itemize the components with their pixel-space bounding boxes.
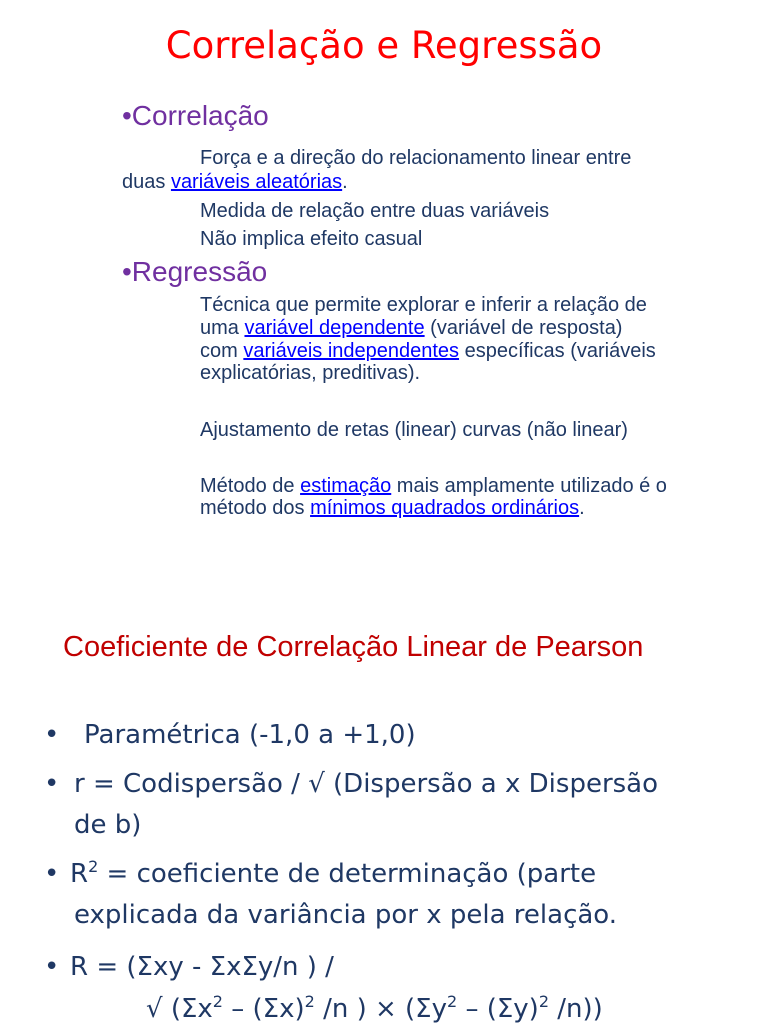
link-variaveis-aleatorias[interactable]: variáveis aleatórias [170,171,343,193]
regressao-p1-line-1: Técnica que permite explorar e inferir a relação de [200,294,647,316]
pearson-title: Coeficiente de Correlação Linear de Pearson [63,631,644,663]
text: com [200,340,244,362]
text: Método de [200,475,301,497]
bullet-r-line-1: r = Codispersão / √ (Dispersão a x Dispersão [74,769,659,799]
regressao-p3-line-2 [200,497,585,519]
text: . [579,497,585,519]
correlacao-line-3: Medida de relação entre duas variáveis [200,200,550,222]
bullet-parametrica: Paramétrica (-1,0 a +1,0) [84,720,416,750]
bullet-r-line-2: de b) [74,810,142,840]
text: específicas (variáveis [459,340,656,362]
text: duas [122,171,171,193]
text: – (Σx) [222,994,305,1024]
bullet-r2-line-2: explicada da variância por x pela relação. [74,900,618,930]
superscript: 2 [538,992,550,1011]
heading-regressao: •Regressão [122,256,268,287]
bullet-r2-line-1 [70,859,596,889]
text: – (Σy) [457,994,539,1024]
link-minimos-quadrados[interactable]: mínimos quadrados ordinários [310,497,580,519]
link-estimacao[interactable]: estimação [300,475,392,497]
text: √ (Σx [146,994,213,1024]
superscript: 2 [304,992,315,1011]
regressao-p2: Ajustamento de retas (linear) curvas (não linear) [200,419,628,441]
text: /n)) [549,994,603,1024]
regressao-p1-line-4: explicatórias, preditivas). [200,362,421,384]
bullet-marker: • [44,769,60,799]
superscript: 2 [212,992,223,1011]
bullet-marker: • [44,859,60,889]
link-variaveis-independentes[interactable]: variáveis independentes [243,340,460,362]
bullet-formula-line-1: R = (Σxy - ΣxΣy/n ) / [70,952,334,982]
link-variavel-dependente[interactable]: variável dependente [244,317,425,339]
text: = coeficiente de determinação (parte [98,859,597,889]
regressao-p3-line-1 [200,475,667,497]
superscript: 2 [447,992,458,1011]
correlacao-line-1: Força e a direção do relacionamento linear entre [200,147,632,169]
superscript: 2 [88,857,99,876]
text: mais amplamente utilizado é o [391,475,667,497]
regressao-p1-line-2 [200,317,622,339]
correlacao-line-2 [122,171,348,193]
slide-title: Correlação e Regressão [165,24,603,67]
text: (variável de resposta) [424,317,623,339]
text: /n ) × (Σy [314,994,447,1024]
bullet-marker: • [44,720,60,750]
bullet-formula-line-2 [146,994,603,1024]
regressao-p1-line-3 [200,340,656,362]
correlacao-line-4: Não implica efeito casual [200,228,423,250]
text: R [70,859,89,889]
bullet-marker: • [44,952,60,982]
text: método dos [200,497,311,519]
text: . [342,171,348,193]
text: uma [200,317,245,339]
heading-correlacao: •Correlação [122,100,269,131]
